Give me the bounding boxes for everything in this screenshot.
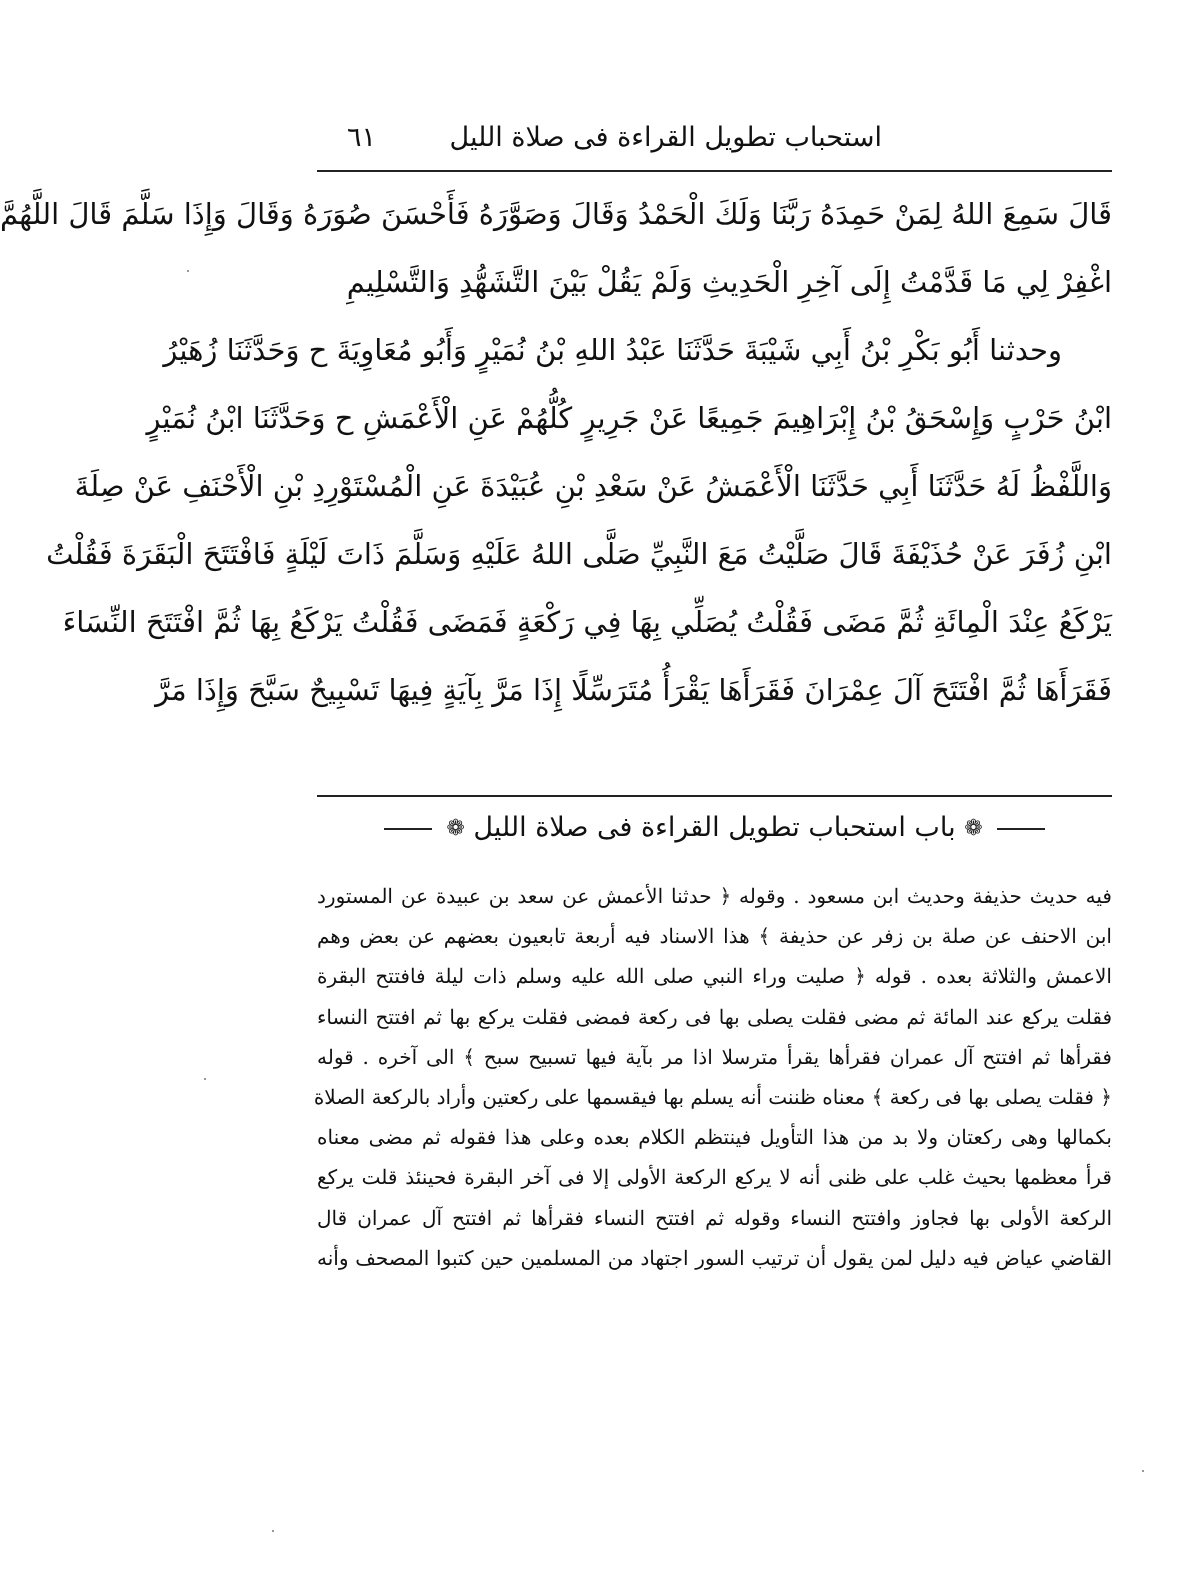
hadith-text [0, 180, 1112, 724]
hadith-line: وحدثنا أَبُو بَكْرِ بْنُ أَبِي شَيْبَةَ حَدَّثَنَا عَبْدُ اللهِ بْنُ نُمَيْرٍ وَأَبُو مُعَاوِيَةَ ح وَحَدَّثَنَا زُهَيْرُ [163, 333, 1062, 367]
heading-dash-left [384, 828, 432, 830]
commentary-line: فقرأها ثم افتتح آل عمران فقرأها يقرأ مترسلا اذا مر بآية فيها تسبيح سبح ﴾ الى آخره . قوله [317, 1044, 1112, 1069]
ornament-right-icon: ❁ [964, 816, 983, 841]
hadith-line: اغْفِرْ لِي مَا قَدَّمْتُ إِلَى آخِرِ الْحَدِيثِ وَلَمْ يَقُلْ بَيْنَ التَّشَهُّدِ وَالتَّسْلِيمِ [346, 265, 1112, 299]
commentary-line: ابن الاحنف عن صلة بن زفر عن حذيفة ﴾ هذا الاسناد فيه أربعة تابعيون بعضهم عن بعض وهم [317, 924, 1112, 949]
section-divider [317, 795, 1112, 797]
header-rule [317, 170, 1112, 172]
commentary-line: الاعمش والثلاثة بعده . قوله ﴿ صليت وراء النبي صلى الله عليه وسلم ذات ليلة فافتتح البقرة [317, 964, 1112, 989]
chapter-heading-text: باب استحباب تطويل القراءة فى صلاة الليل [473, 812, 956, 843]
running-title: استحباب تطويل القراءة فى صلاة الليل [449, 122, 882, 153]
scan-speck [204, 1078, 206, 1080]
commentary-line: ﴿ فقلت يصلى بها فى ركعة ﴾ معناه ظننت أنه يسلم بها فيقسمها على ركعتين وأراد بالركعة الصلاة [313, 1084, 1112, 1109]
commentary-line: بكمالها وهى ركعتان ولا بد من هذا التأويل فينتظم الكلام بعده وعلى هذا فقوله ثم مضى معناه [317, 1125, 1112, 1150]
commentary-line: القاضي عياض فيه دليل لمن يقول أن ترتيب السور اجتهاد من المسلمين حين كتبوا المصحف وأنه [317, 1245, 1112, 1270]
scan-speck [272, 1530, 274, 1532]
hadith-line: وَاللَّفْظُ لَهُ حَدَّثَنَا أَبِي حَدَّثَنَا الْأَعْمَشُ عَنْ سَعْدِ بْنِ عُبَيْدَةَ عَنِ الْمُسْتَوْرِدِ بْنِ الْأَحْنَفِ عَنْ صِلَةَ [74, 469, 1112, 503]
heading-dash-right [997, 828, 1045, 830]
commentary-line: فيه حديث حذيفة وحديث ابن مسعود . وقوله ﴿ حدثنا الأعمش عن سعد بن عبيدة عن المستورد [317, 884, 1112, 908]
commentary-text [313, 876, 1112, 1278]
hadith-line: قَالَ سَمِعَ اللهُ لِمَنْ حَمِدَهُ رَبَّنَا وَلَكَ الْحَمْدُ وَقَالَ وَصَوَّرَهُ فَأَحْسَنَ صُوَرَهُ وَقَالَ وَإِذَا سَلَّمَ قَالَ اللَّهُمَّ [0, 197, 1112, 231]
scan-speck [187, 270, 189, 272]
ornament-left-icon: ❁ [446, 816, 465, 841]
commentary-line: قرأ معظمها بحيث غلب على ظنى أنه لا يركع الركعة الأولى إلا فى آخر البقرة فحينئذ قلت يركع [317, 1165, 1112, 1190]
page-header [317, 112, 1112, 172]
hadith-line: يَرْكَعُ عِنْدَ الْمِائَةِ ثُمَّ مَضَى فَقُلْتُ يُصَلِّي بِهَا فِي رَكْعَةٍ فَمَضَى فَقُلْتُ يَرْكَعُ بِهَا ثُمَّ افْتَتَحَ النِّسَاءَ [62, 605, 1112, 639]
hadith-line: ابْنُ حَرْبٍ وَإِسْحَقُ بْنُ إِبْرَاهِيمَ جَمِيعًا عَنْ جَرِيرٍ كُلُّهُمْ عَنِ الْأَعْمَشِ ح وَحَدَّثَنَا ابْنُ نُمَيْرٍ [146, 401, 1112, 435]
commentary-line: الركعة الأولى بها فجاوز وافتتح النساء وقوله ثم افتتح النساء فقرأها ثم افتتح آل عمران قال [317, 1205, 1112, 1230]
chapter-heading [317, 812, 1112, 862]
page-number: ٦١ [347, 122, 377, 153]
scan-speck [1142, 1470, 1144, 1472]
hadith-line: فَقَرَأَهَا ثُمَّ افْتَتَحَ آلَ عِمْرَانَ فَقَرَأَهَا يَقْرَأُ مُتَرَسِّلًا إِذَا مَرَّ بِآيَةٍ فِيهَا تَسْبِيحٌ سَبَّحَ وَإِذَا مَرَّ [155, 673, 1112, 707]
hadith-line: ابْنِ زُفَرَ عَنْ حُذَيْفَةَ قَالَ صَلَّيْتُ مَعَ النَّبِيِّ صَلَّى اللهُ عَلَيْهِ وَسَلَّمَ ذَاتَ لَيْلَةٍ فَافْتَتَحَ الْبَقَرَةَ فَقُلْتُ [46, 537, 1112, 571]
commentary-line: فقلت يركع عند المائة ثم مضى فقلت يصلى بها فى ركعة فمضى فقلت يركع بها ثم افتتح النساء [317, 1004, 1112, 1029]
